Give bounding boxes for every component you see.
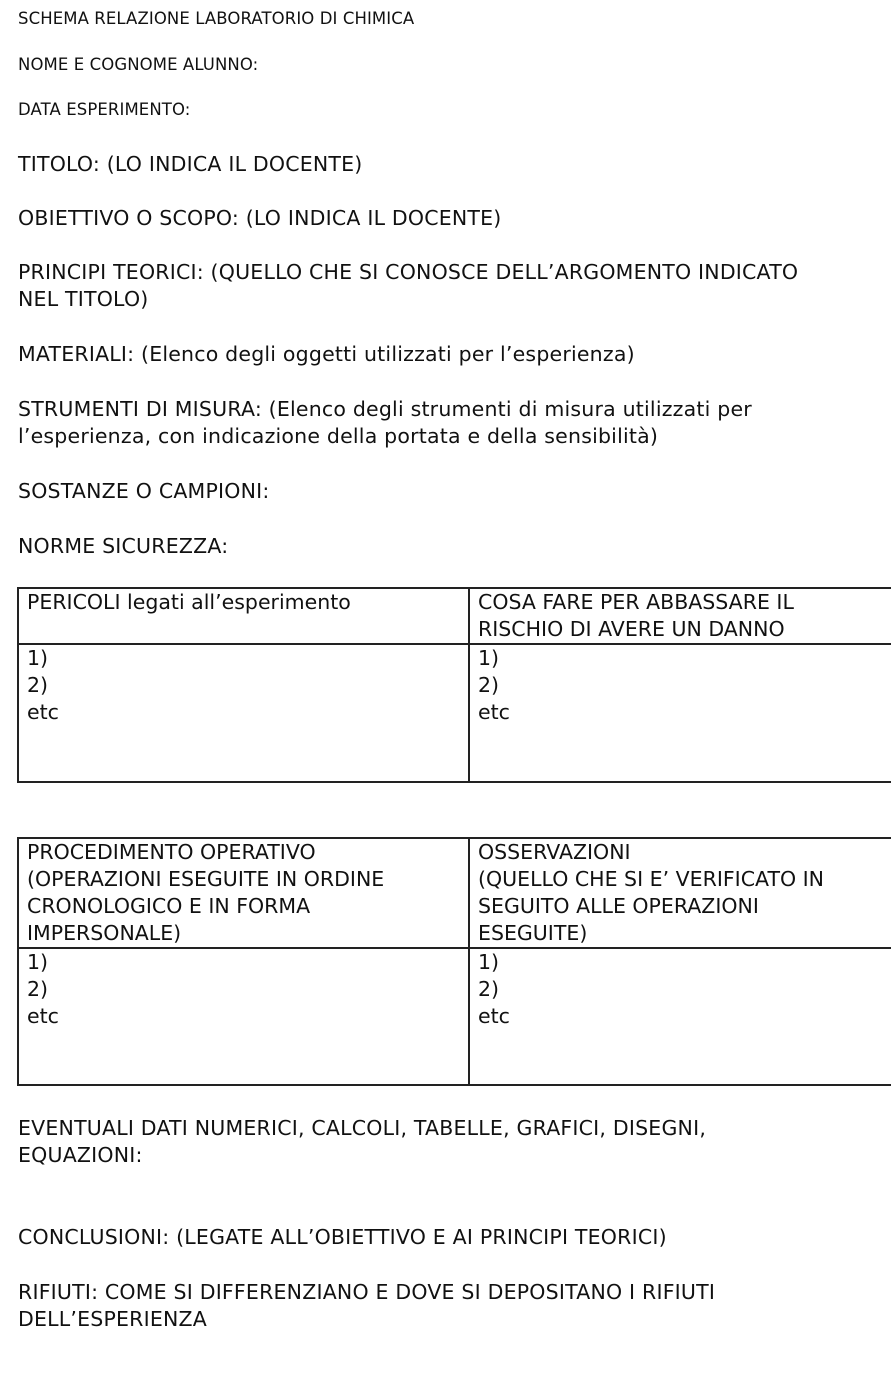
theory-section-line1: PRINCIPI TEORICI: (QUELLO CHE SI CONOSCE DELL’ARGOMENTO INDICATO [18, 260, 799, 284]
safety-table-body-row [18, 644, 891, 782]
title-section: TITOLO: (LO INDICA IL DOCENTE) [18, 152, 363, 176]
procedure-cell: 1) 2) etc [18, 948, 469, 1085]
procedure-table [17, 837, 891, 1086]
objective-section: OBIETTIVO O SCOPO: (LO INDICA IL DOCENTE) [18, 206, 502, 230]
safety-mitigation-cell: 1) 2) etc [469, 644, 891, 782]
safety-table [17, 587, 891, 783]
data-section-line1: EVENTUALI DATI NUMERICI, CALCOLI, TABELLE, GRAFICI, DISEGNI, [18, 1116, 707, 1140]
instruments-section-line2: l’esperienza, con indicazione della portata e della sensibilità) [18, 424, 659, 448]
safety-table-header-row [18, 588, 891, 644]
safety-rules-section: NORME SICUREZZA: [18, 534, 229, 558]
materials-section: MATERIALI: (Elenco degli oggetti utilizzati per l’esperienza) [18, 342, 635, 366]
safety-hazards-header: PERICOLI legati all’esperimento [18, 588, 469, 644]
procedure-header: PROCEDIMENTO OPERATIVO (OPERAZIONI ESEGUITE IN ORDINE CRONOLOGICO E IN FORMA IMPERSONALE) [18, 838, 469, 948]
procedure-table-body-row [18, 948, 891, 1085]
theory-section-line2: NEL TITOLO) [18, 287, 149, 311]
document-title: SCHEMA RELAZIONE LABORATORIO DI CHIMICA [18, 9, 415, 28]
observations-cell: 1) 2) etc [469, 948, 891, 1085]
waste-section-line2: DELL’ESPERIENZA [18, 1307, 208, 1331]
conclusions-section: CONCLUSIONI: (LEGATE ALL’OBIETTIVO E AI PRINCIPI TEORICI) [18, 1225, 667, 1249]
observations-header: OSSERVAZIONI (QUELLO CHE SI E’ VERIFICATO IN SEGUITO ALLE OPERAZIONI ESEGUITE) [469, 838, 891, 948]
instruments-section-line1: STRUMENTI DI MISURA: (Elenco degli strumenti di misura utilizzati per [18, 397, 752, 421]
safety-mitigation-header: COSA FARE PER ABBASSARE IL RISCHIO DI AVERE UN DANNO [469, 588, 891, 644]
waste-section-line1: RIFIUTI: COME SI DIFFERENZIANO E DOVE SI DEPOSITANO I RIFIUTI [18, 1280, 716, 1304]
student-name-label: NOME E COGNOME ALUNNO: [18, 55, 259, 74]
substances-section: SOSTANZE O CAMPIONI: [18, 479, 270, 503]
data-section-line2: EQUAZIONI: [18, 1143, 143, 1167]
procedure-table-header-row [18, 838, 891, 948]
experiment-date-label: DATA ESPERIMENTO: [18, 100, 191, 119]
safety-hazards-cell: 1) 2) etc [18, 644, 469, 782]
